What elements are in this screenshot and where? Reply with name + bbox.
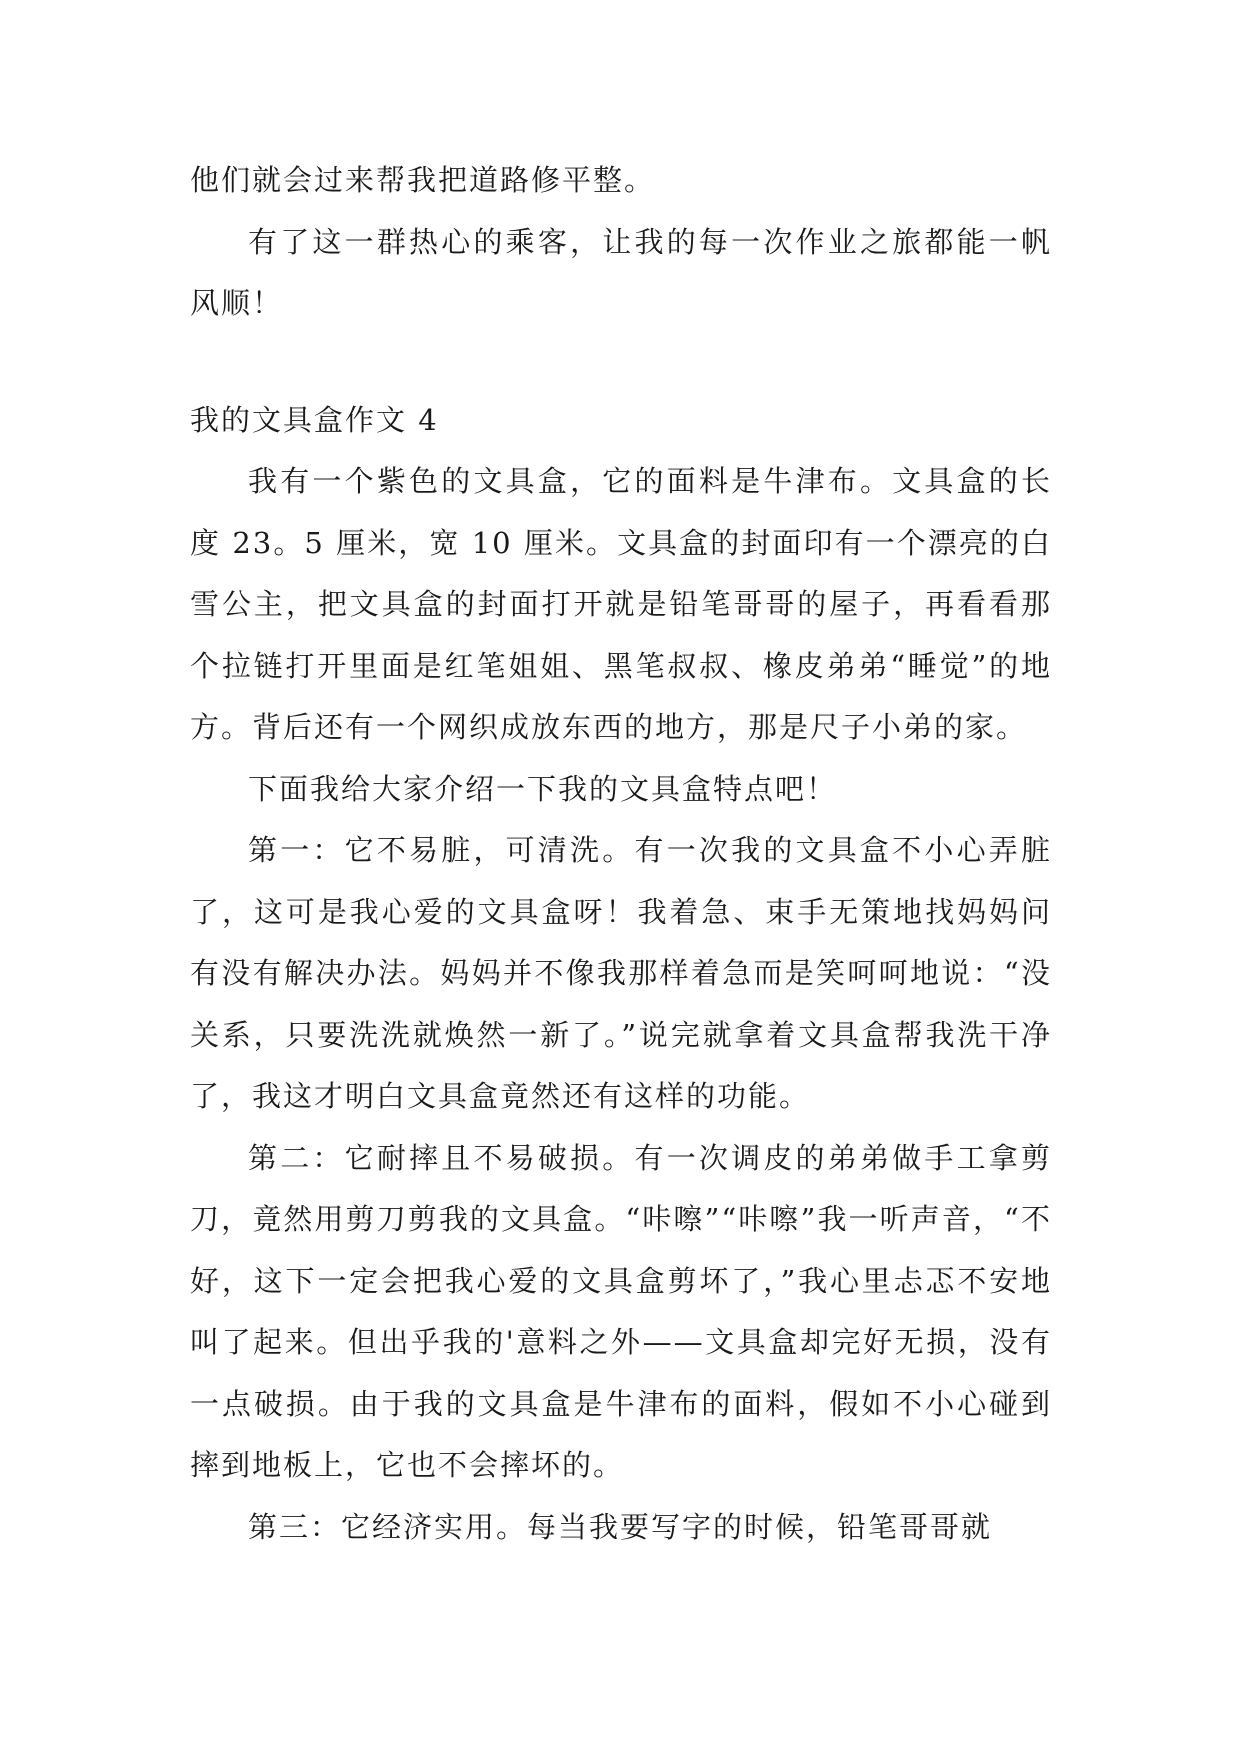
paragraph-feature-2: 第二：它耐摔且不易破损。有一次调皮的弟弟做手工拿剪刀，竟然用剪刀剪我的文具盒。“咔嚓”“咔嚓”我一听声音，“不好，这下一定会把我心爱的文具盒剪坏了，”我心里忐忑不安地叫了起来。但出乎我的'意料之外——文具盒却完好无损，没有一点破损。由于我的文具盒是牛津布的面料，假如不小心碰到摔到地板上，它也不会摔坏的。 bbox=[190, 1140, 1052, 1482]
document-body bbox=[190, 150, 1052, 1558]
paragraph-feature-1: 第一：它不易脏，可清洗。有一次我的文具盒不小心弄脏了，这可是我心爱的文具盒呀！我着急、束手无策地找妈妈问有没有解决办法。妈妈并不像我那样着急而是笑呵呵地说：“没关系，只要洗洗就焕然一新了。”说完就拿着文具盒帮我洗干净了，我这才明白文具盒竟然还有这样的功能。 bbox=[190, 833, 1052, 1113]
paragraph-intro-features: 下面我给大家介绍一下我的文具盒特点吧！ bbox=[248, 771, 838, 806]
paragraph-closing: 有了这一群热心的乘客，让我的每一次作业之旅都能一帆风顺！ bbox=[190, 224, 1052, 320]
paragraph-feature-3: 第三：它经济实用。每当我要写字的时候，铅笔哥哥就 bbox=[248, 1509, 993, 1544]
section-title: 我的文具盒作文 4 bbox=[190, 402, 439, 437]
paragraph-continuation: 他们就会过来帮我把道路修平整。 bbox=[190, 163, 656, 197]
paragraph-description: 我有一个紫色的文具盒，它的面料是牛津布。文具盒的长度 23。5 厘米，宽 10 厘米。文具盒的封面印有一个漂亮的白雪公主，把文具盒的封面打开就是铅笔哥哥的屋子，再看看那个拉链打开里面是红笔姐姐、黑笔叔叔、橡皮弟弟“睡觉”的地方。背后还有一个网织成放东西的地方，那是尺子小弟的家。 bbox=[190, 464, 1052, 744]
